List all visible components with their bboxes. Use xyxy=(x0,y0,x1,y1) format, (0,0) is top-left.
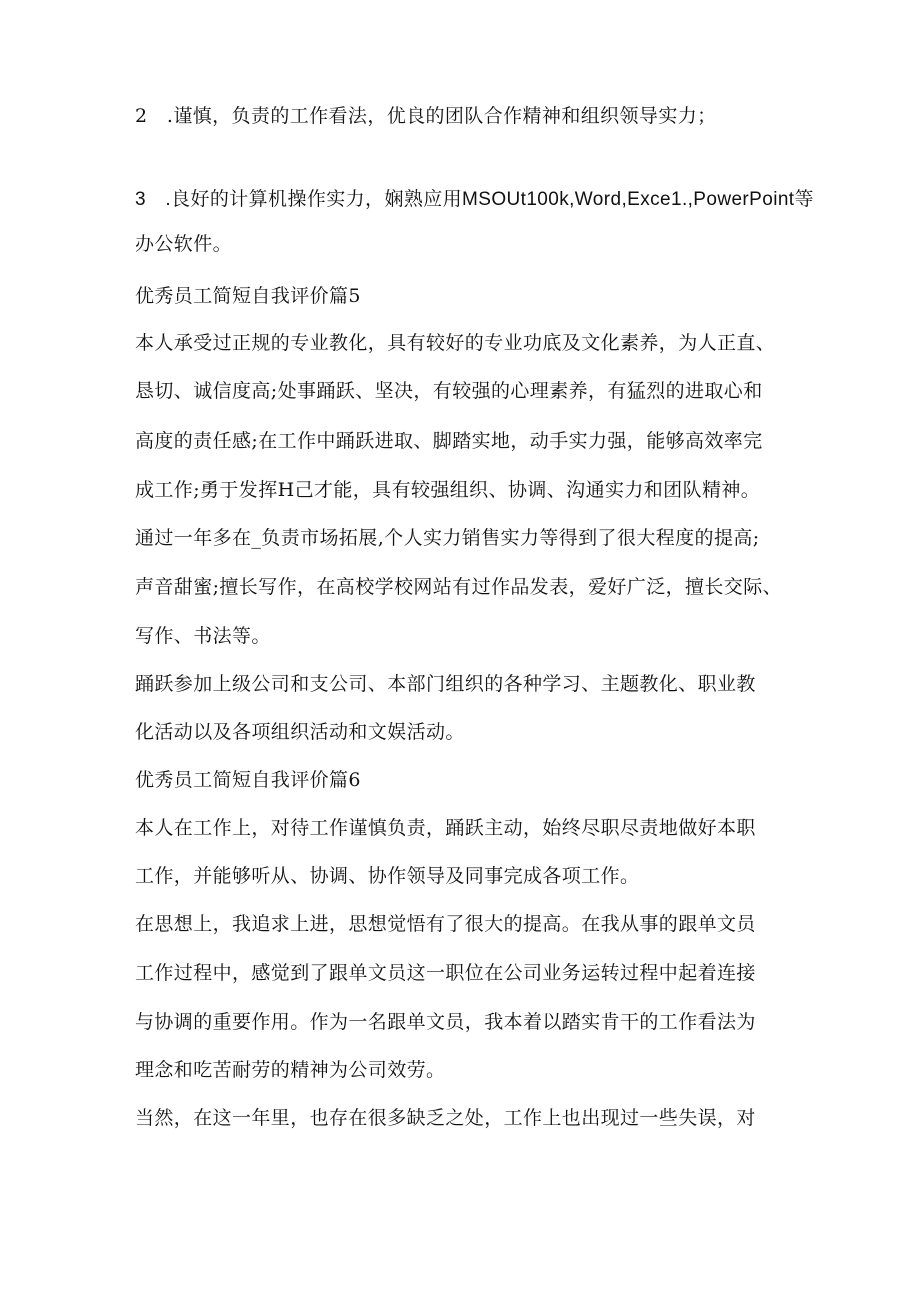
paragraph-line: 在思想上，我追求上进，思想觉悟有了很大的提高。在我从事的跟单文员 xyxy=(135,913,756,935)
list-item-2: 2 .谨慎，负责的工作看法，优良的团队合作精神和组织领导实力； xyxy=(135,105,717,127)
paragraph-line: 与协调的重要作用。作为一名跟单文员，我本着以踏实肯干的工作看法为 xyxy=(135,1011,756,1033)
paragraph-line: 本人在工作上，对待工作谨慎负责，踊跃主动，始终尽职尽责地做好本职 xyxy=(135,817,756,839)
paragraph-line: 高度的责任感;在工作中踊跃进取、脚踏实地，动手实力强，能够高效率完 xyxy=(135,430,763,452)
section-heading-5: 优秀员工简短自我评价篇5 xyxy=(135,285,361,307)
paragraph-line: 成工作;勇于发挥H己才能，具有较强组织、协调、沟通实力和团队精神。 xyxy=(135,479,761,501)
list-item-3-line-2: 办公软件。 xyxy=(135,233,233,255)
section-heading-6: 优秀员工简短自我评价篇6 xyxy=(135,769,361,791)
paragraph-line: 通过一年多在_负责市场拓展,个人实力销售实力等得到了很大程度的提高; xyxy=(135,527,760,549)
paragraph-line: 理念和吃苦耐劳的精神为公司效劳。 xyxy=(135,1059,446,1081)
paragraph-line: 工作过程中，感觉到了跟单文员这一职位在公司业务运转过程中起着连接 xyxy=(135,962,756,984)
paragraph-line: 工作，并能够听从、协调、协作领导及同事完成各项工作。 xyxy=(135,865,640,887)
paragraph-line: 化活动以及各项组织活动和文娱活动。 xyxy=(135,721,465,743)
paragraph-line: 当然，在这一年里，也存在很多缺乏之处，工作上也出现过一些失误，对 xyxy=(135,1107,756,1129)
paragraph-line: 本人承受过正规的专业教化，具有较好的专业功底及文化素养，为人正直、 xyxy=(135,332,776,354)
paragraph-line: 写作、书法等。 xyxy=(135,625,271,647)
paragraph-line: 踊跃参加上级公司和支公司、本部门组织的各种学习、主题教化、职业教 xyxy=(135,673,756,695)
paragraph-line: 声音甜蜜;擅长写作，在高校学校网站有过作品发表，爱好广泛，擅长交际、 xyxy=(135,576,783,598)
list-item-3-line-1: 3 .良好的计算机操作实力，娴熟应用MSOUt100k,Word,Exce1.,PowerPoint等 xyxy=(135,189,814,210)
paragraph-line: 恳切、诚信度高;处事踊跃、坚决，有较强的心理素养，有猛烈的进取心和 xyxy=(135,380,763,402)
